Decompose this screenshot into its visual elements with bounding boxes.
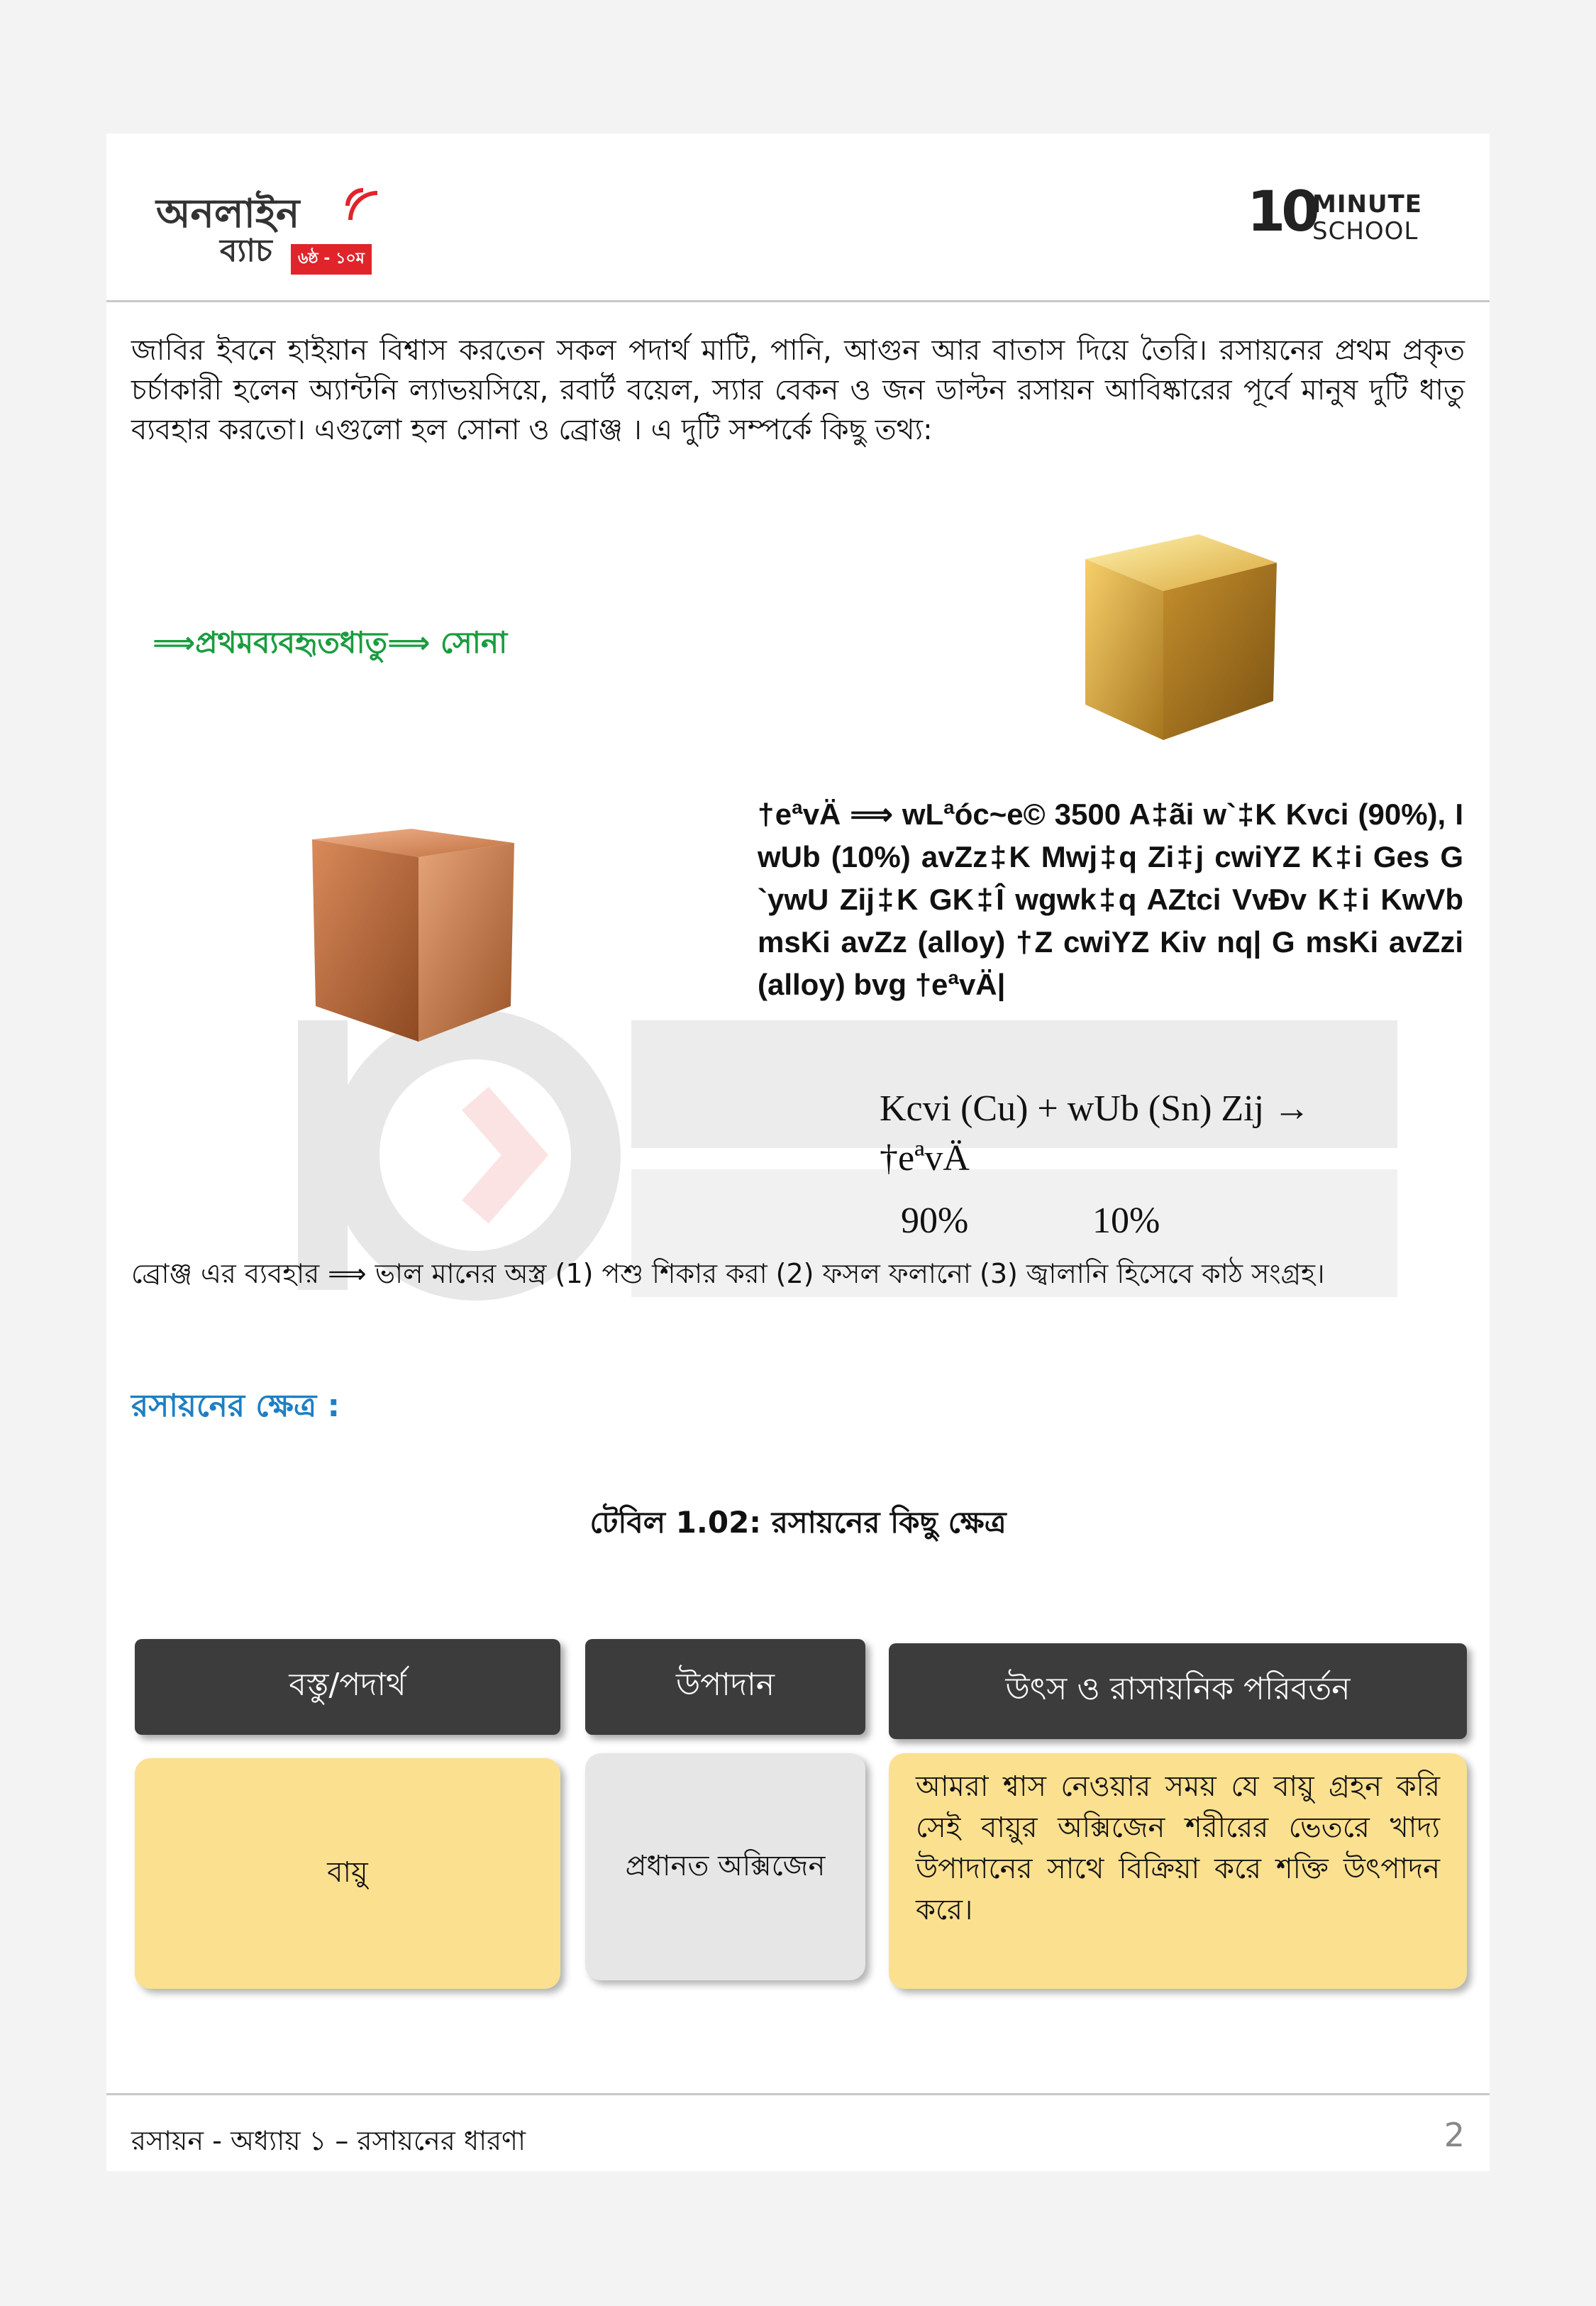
logo-batch-text: ব্যাচ — [220, 233, 272, 269]
table-header-substance: বস্তু/পদার্থ — [135, 1639, 560, 1735]
formula-copper-percent: 90% — [901, 1201, 969, 1241]
table-caption: টেবিল 1.02: রসায়নের কিছু ক্ষেত্র — [589, 1505, 1007, 1540]
formula-line-1: Kcvi (Cu) + wUb (Sn) Zij → — [880, 1088, 1311, 1129]
logo-class-badge: ৬ষ্ঠ - ১০ম — [291, 244, 372, 275]
page-number: 2 — [1443, 2116, 1465, 2154]
table-cell-description: আমরা শ্বাস নেওয়ার সময় যে বায়ু গ্রহন করি সেই বায়ুর অক্সিজেন শরীরের ভেতরে খাদ্য উপাদানের সাথে বিক্রিয়া করে শক্তি উৎপাদন করে। — [889, 1753, 1467, 1989]
logo-online-text: অনলাইন — [156, 191, 300, 237]
document-page — [106, 133, 1490, 2171]
bronze-usage-line: ব্রোঞ্জ এর ব্যবহার ⟹ ভাল মানের অস্ত্র (1) পশু শিকার করা (2) ফসল ফলানো (3) জ্বালানি হিসেবে কাঠ সংগ্রহ। — [131, 1258, 1325, 1289]
bronze-formula — [880, 1084, 1419, 1241]
header-divider — [106, 300, 1490, 302]
footer-chapter-title: রসায়ন - অধ্যায় ১ – রসায়নের ধারণা — [131, 2125, 526, 2156]
copper-cube-image — [298, 815, 532, 1049]
logo-word-school: SCHOOL — [1312, 217, 1419, 246]
ten-minute-school-logo — [1247, 180, 1431, 248]
table-cell-oxygen: প্রধানত অক্সিজেন — [585, 1753, 865, 1980]
table-header-source: উৎস ও রাসায়নিক পরিবর্তন — [889, 1643, 1467, 1739]
logo-number: 10 — [1247, 180, 1316, 244]
signal-icon — [342, 184, 384, 227]
gold-cube-image — [1057, 520, 1291, 754]
gold-first-metal-line: ⟹প্রথমব্যবহৃতধাতু⟹ সোনা — [153, 625, 508, 660]
intro-paragraph: জাবির ইবনে হাইয়ান বিশ্বাস করতেন সকল পদার্থ মাটি, পানি, আগুন আর বাতাস দিয়ে তৈরি। রসায়নের প্রথম প্রকৃত চর্চাকারী হলেন অ্যান্টনি ল্যাভয়সিয়ে, রবার্ট বয়েল, স্যার বেকন ও জন ডাল্টন রসায়ন আবিষ্কারের পূর্বে মানুষ দুটি ধাতু ব্যবহার করতো। এগুলো হল সোনা ও ব্রোঞ্জ । এ দুটি সম্পর্কে কিছু তথ্য: — [131, 334, 1465, 446]
bronze-paragraph: †eªvÄ ⟹ wLªóc~e© 3500 A‡ãi w`‡K Kvci (90%), I wUb (10%) avZz‡K Mwj‡q Zi‡j cwiYZ K‡i Ges G `ywU Zij‡K GK‡Î wgwk‡q AZtci VvÐv K‡i KwVb msKi avZz (alloy) †Z cwiYZ Kiv nq| G msKi avZzi (alloy) bvg †eªvÄ| — [758, 798, 1463, 1001]
section-heading: রসায়নের ক্ষেত্র : — [131, 1388, 340, 1424]
footer-divider — [106, 2093, 1490, 2095]
logo-word-minute: MINUTE — [1312, 190, 1422, 219]
formula-tin-percent: 10% — [1092, 1201, 1160, 1241]
online-batch-logo — [156, 183, 376, 275]
table-cell-air: বায়ু — [135, 1758, 560, 1989]
formula-line-2: †eªvÄ — [880, 1138, 970, 1179]
table-header-component: উপাদান — [585, 1639, 865, 1735]
